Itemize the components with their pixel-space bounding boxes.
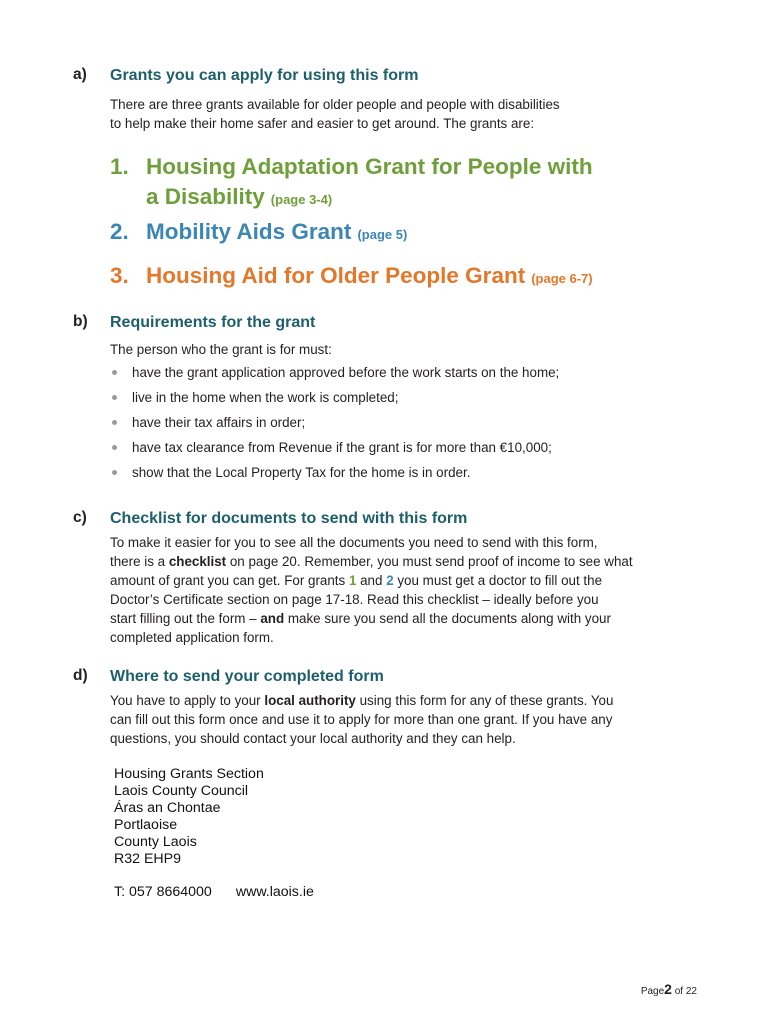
grant-1-pages: (page 3-4) [270,192,333,207]
page-total: of 22 [674,986,697,997]
section-a-intro-line-1: There are three grants available for older people and people with disabilities [110,97,560,112]
address-line: Áras an Chontae [114,800,221,816]
address-line: Portlaoise [114,817,178,833]
section-a-intro [110,95,690,133]
list-item-text: show that the Local Property Tax for the home is in order. [132,465,471,480]
and-emphasis: and [260,611,285,626]
section-c-line-3 [110,571,690,590]
grant-2-reference: 2 [386,573,394,588]
grant-1-title-line-1: Housing Adaptation Grant for People with [146,154,593,179]
section-c-line-2 [110,552,690,571]
page-prefix: Page [640,986,665,997]
list-item-text: have the grant application approved before the work starts on the home; [132,365,560,380]
grant-1-reference: 1 [348,573,357,588]
grant-3-number: 3. [110,263,129,288]
bullet-icon [112,420,117,425]
list-item [110,413,690,438]
grant-1-title-line-2: a Disability [146,184,265,209]
section-d-line-1 [110,691,690,710]
list-item [110,438,690,463]
grant-3-pages: (page 6-7) [531,271,593,286]
phone-number: T: 057 8664000 [114,884,212,900]
section-a-intro-line-2: to help make their home safer and easier to get around. The grants are: [110,116,535,131]
section-d-body [110,691,690,748]
text-span: on page 20. Remember, you must send proof of income to see what [226,554,633,569]
text-span: amount of grant you can get. For grants [110,573,349,588]
list-item-text: live in the home when the work is completed; [132,390,399,405]
page-footer [641,981,697,997]
text-span: You have to apply to your [110,693,265,708]
list-item [110,363,690,388]
address-line: Laois County Council [114,783,249,799]
text-span: start filling out the form – [110,611,261,626]
requirements-list [110,363,690,488]
section-b-intro: The person who the grant is for must: [110,342,332,357]
local-authority-emphasis: local authority [264,693,356,708]
contact-details [114,884,314,900]
section-c-line-6: completed application form. [110,630,274,645]
section-c-line-1: To make it easier for you to see all the documents you need to send with this form, [110,535,598,550]
section-c-label: c) [73,509,87,526]
section-a-title: Grants you can apply for using this form [110,67,419,84]
grant-2-pages: (page 5) [357,227,408,242]
text-span: using this form for any of these grants. You [355,693,614,708]
section-c-title: Checklist for documents to send with this form [110,510,468,527]
list-item-text: have tax clearance from Revenue if the grant is for more than €10,000; [132,440,552,455]
grant-2-number: 2. [110,219,129,244]
text-span: and [356,573,387,588]
section-d-line-2: can fill out this form once and use it to apply for more than one grant. If you have any [110,712,613,727]
bullet-icon [112,370,117,375]
section-b-title: Requirements for the grant [110,314,316,331]
website-link[interactable]: www.laois.ie [235,884,314,900]
bullet-icon [112,470,117,475]
grant-1 [110,152,670,215]
text-span: you must get a doctor to fill out the [393,573,603,588]
bullet-icon [112,395,117,400]
grant-1-number: 1. [110,154,129,179]
checklist-emphasis: checklist [168,554,227,569]
grant-2-title: Mobility Aids Grant [146,219,352,244]
section-c-line-5 [110,609,690,628]
text-span: make sure you send all the documents along with your [284,611,611,626]
list-item-text: have their tax affairs in order; [132,415,306,430]
list-item [110,463,690,488]
grant-3 [110,261,670,294]
section-a-label: a) [73,66,87,83]
grant-2 [110,217,670,250]
bullet-icon [112,445,117,450]
address-line: R32 EHP9 [114,851,182,867]
section-c-body [110,533,690,647]
section-c-line-4: Doctor’s Certificate section on page 17-18. Read this checklist – ideally before you [110,592,599,607]
section-d-label: d) [73,667,88,684]
text-span: there is a [110,554,169,569]
page-number: 2 [664,981,672,997]
address-line: County Laois [114,834,197,850]
postal-address [114,766,264,868]
section-d-line-3: questions, you should contact your local authority and they can help. [110,731,516,746]
list-item [110,388,690,413]
grant-3-title: Housing Aid for Older People Grant [146,263,526,288]
address-line: Housing Grants Section [114,766,264,782]
section-b-label: b) [73,313,88,330]
section-d-title: Where to send your completed form [110,668,384,685]
